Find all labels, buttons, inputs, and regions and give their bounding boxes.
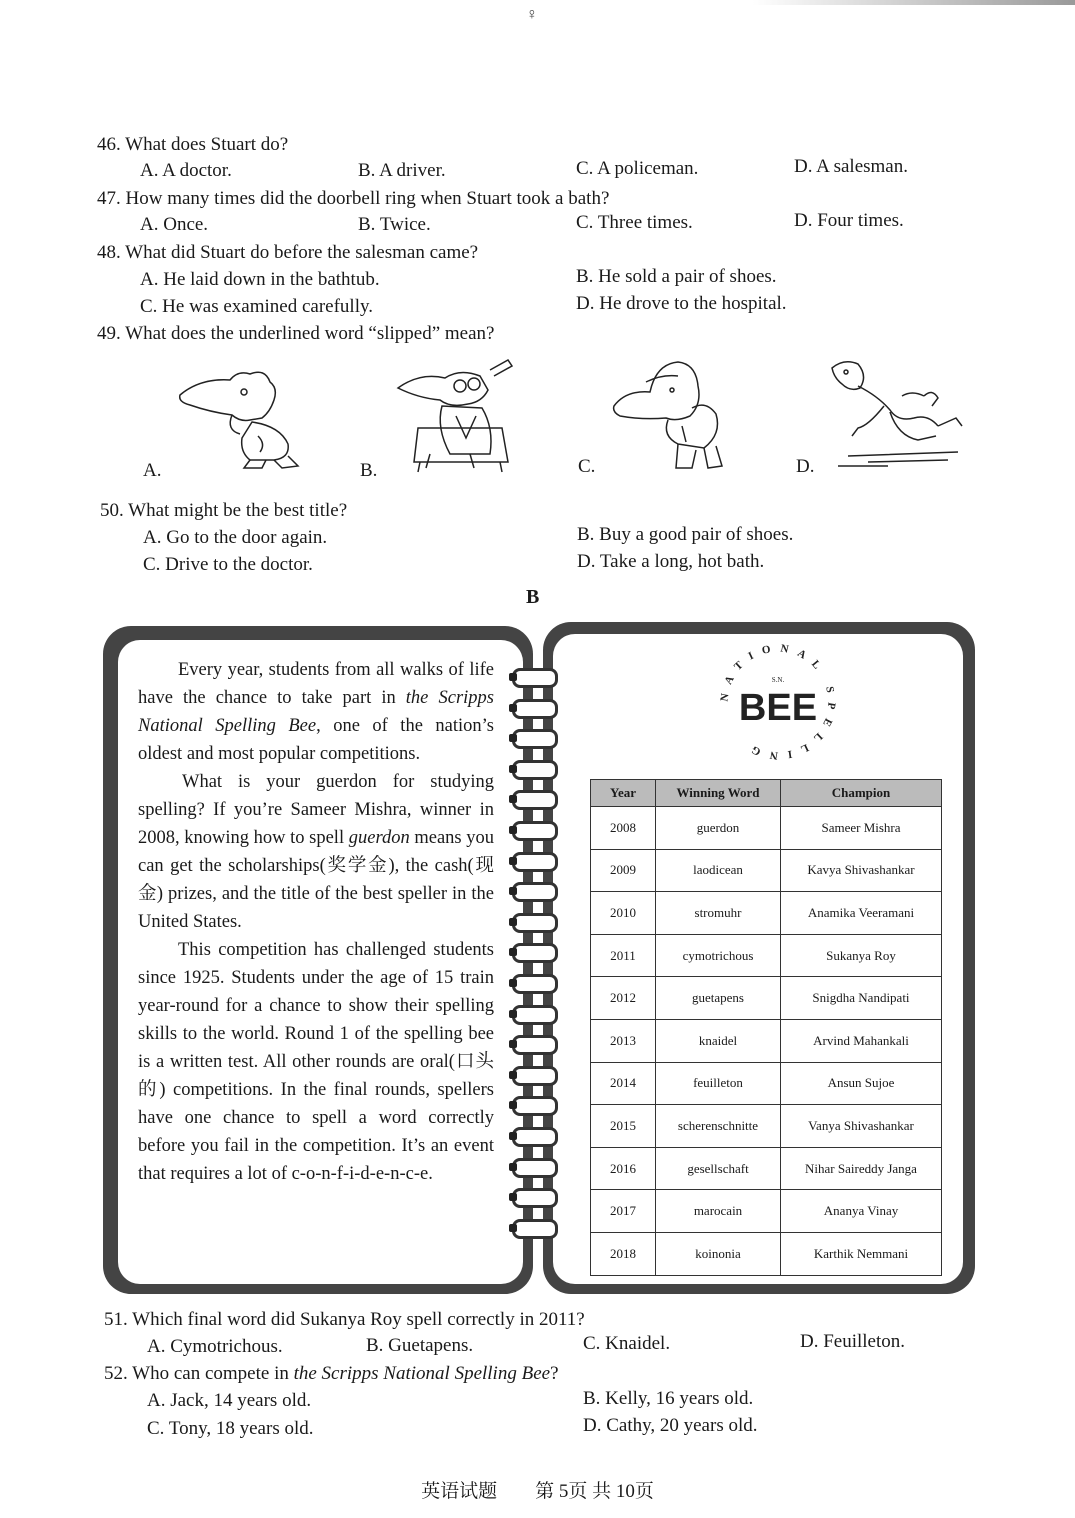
table-cell-champion: Sameer Mishra bbox=[781, 807, 942, 850]
cartoon-a-man-crouching bbox=[170, 360, 310, 472]
q49-option-b: B. bbox=[360, 460, 378, 481]
passage-p2-part: means you can get the scholarships(奖学金), the cash(现金) prizes, and the title of the best speller in the United States. bbox=[138, 828, 494, 932]
q48-option-b: B. He sold a pair of shoes. bbox=[576, 266, 777, 287]
table-cell-champion: Arvind Mahankali bbox=[781, 1019, 942, 1062]
question-49: 49. What does the underlined word “slipped” mean? bbox=[97, 323, 495, 344]
table-cell-champion: Snigdha Nandipati bbox=[781, 977, 942, 1020]
binding-mark: ♀ bbox=[526, 6, 538, 23]
logo-ring-text: NATIONAL SPELLING bbox=[718, 642, 838, 762]
q51-option-d: D. Feuilleton. bbox=[800, 1331, 906, 1352]
q48-option-c: C. He was examined carefully. bbox=[140, 296, 374, 317]
table-cell-year: 2008 bbox=[591, 807, 656, 850]
table-row bbox=[591, 1147, 942, 1190]
table-cell-year: 2009 bbox=[591, 849, 656, 892]
passage-paragraph-3: This competition has challenged students since 1925. Students under the age of 15 train year-round for a chance to show their spelling skills to the world. Round 1 of the spelling bee is a written test. All other rounds are oral(口头的) competitions. In the final rounds, spellers have one chance to spell a word correctly before you fail in the competition. It’s an event that requires a lot of c-o-n-f-i-d-e-n-c-e. bbox=[138, 940, 494, 1184]
question-48: 48. What did Stuart do before the salesman came? bbox=[97, 242, 479, 263]
table-cell-word: guerdon bbox=[656, 807, 781, 850]
table-row bbox=[591, 1190, 942, 1233]
table-cell-year: 2012 bbox=[591, 977, 656, 1020]
table-header-year: Year bbox=[591, 780, 656, 807]
q47-option-c: C. Three times. bbox=[576, 212, 693, 233]
q50-option-c: C. Drive to the doctor. bbox=[143, 554, 313, 575]
spiral-ring bbox=[512, 760, 558, 780]
table-row bbox=[591, 1232, 942, 1275]
passage-word-guerdon: guerdon bbox=[348, 828, 410, 848]
cartoon-b-man-in-chair bbox=[390, 358, 520, 474]
q52-option-c: C. Tony, 18 years old. bbox=[147, 1418, 314, 1439]
q48-option-d: D. He drove to the hospital. bbox=[576, 293, 787, 314]
q51-option-b: B. Guetapens. bbox=[366, 1335, 474, 1356]
q49-option-a: A. bbox=[143, 460, 162, 481]
spiral-ring bbox=[512, 790, 558, 810]
spiral-ring bbox=[512, 1066, 558, 1086]
q46-option-b: B. A driver. bbox=[358, 160, 446, 181]
q46-option-d: D. A salesman. bbox=[794, 156, 908, 177]
q52-title: the Scripps National Spelling Bee bbox=[293, 1363, 551, 1384]
table-cell-word: gesellschaft bbox=[656, 1147, 781, 1190]
spiral-ring bbox=[512, 1005, 558, 1025]
question-50: 50. What might be the best title? bbox=[100, 500, 348, 521]
page-footer: 英语试题 第 5页 共 10页 bbox=[421, 1481, 654, 1502]
spiral-ring bbox=[512, 1127, 558, 1147]
spelling-bee-logo bbox=[708, 640, 848, 765]
table-header-row bbox=[591, 780, 942, 807]
table-header-champion: Champion bbox=[781, 780, 942, 807]
table-cell-year: 2016 bbox=[591, 1147, 656, 1190]
table-row bbox=[591, 849, 942, 892]
spiral-ring bbox=[512, 1219, 558, 1239]
table-cell-year: 2017 bbox=[591, 1190, 656, 1233]
q52-option-b: B. Kelly, 16 years old. bbox=[583, 1388, 754, 1409]
table-cell-word: marocain bbox=[656, 1190, 781, 1233]
table-header-word: Winning Word bbox=[656, 780, 781, 807]
table-cell-champion: Anamika Veeramani bbox=[781, 892, 942, 935]
passage-paragraph-1 bbox=[138, 656, 494, 768]
table-cell-year: 2018 bbox=[591, 1232, 656, 1275]
table-cell-word: koinonia bbox=[656, 1232, 781, 1275]
q50-option-a: A. Go to the door again. bbox=[143, 527, 328, 548]
question-52 bbox=[104, 1363, 559, 1385]
scan-top-edge bbox=[0, 0, 1075, 5]
table-cell-champion: Karthik Nemmani bbox=[781, 1232, 942, 1275]
spiral-ring bbox=[512, 974, 558, 994]
logo-small-text: S.N. bbox=[771, 676, 785, 684]
q46-option-c: C. A policeman. bbox=[576, 158, 699, 179]
spiral-ring bbox=[512, 852, 558, 872]
spiral-ring bbox=[512, 882, 558, 902]
question-46: 46. What does Stuart do? bbox=[97, 134, 289, 155]
champions-table bbox=[590, 779, 942, 1276]
table-cell-year: 2011 bbox=[591, 934, 656, 977]
passage-competition-title: the Scripps National Spelling Bee bbox=[138, 688, 494, 736]
spiral-ring bbox=[512, 668, 558, 688]
passage-paragraph-2 bbox=[138, 768, 494, 936]
table-cell-year: 2015 bbox=[591, 1105, 656, 1148]
spiral-ring bbox=[512, 699, 558, 719]
cartoon-c-man-standing bbox=[606, 356, 736, 472]
table-cell-champion: Nihar Saireddy Janga bbox=[781, 1147, 942, 1190]
table-cell-word: feuilleton bbox=[656, 1062, 781, 1105]
table-cell-year: 2013 bbox=[591, 1019, 656, 1062]
table-cell-champion: Ansun Sujoe bbox=[781, 1062, 942, 1105]
spiral-ring bbox=[512, 943, 558, 963]
q46-option-a: A. A doctor. bbox=[140, 160, 232, 181]
q52-option-d: D. Cathy, 20 years old. bbox=[583, 1415, 758, 1436]
passage-p2-part: What is your guerdon for studying spelling? If you’re Sameer Mishra, winner in 2008, knowing how to spell bbox=[138, 772, 494, 848]
q47-option-d: D. Four times. bbox=[794, 210, 904, 231]
q49-option-c: C. bbox=[578, 456, 596, 477]
q50-option-d: D. Take a long, hot bath. bbox=[577, 551, 765, 572]
table-cell-champion: Ananya Vinay bbox=[781, 1190, 942, 1233]
table-cell-word: cymotrichous bbox=[656, 934, 781, 977]
passage-text bbox=[138, 656, 494, 1188]
table-row bbox=[591, 807, 942, 850]
table-row bbox=[591, 1062, 942, 1105]
cartoon-d-man-slipping bbox=[828, 356, 968, 472]
table-cell-word: laodicean bbox=[656, 849, 781, 892]
q50-option-b: B. Buy a good pair of shoes. bbox=[577, 524, 794, 545]
q52-text: 52. Who can compete in bbox=[104, 1363, 294, 1384]
table-row bbox=[591, 1105, 942, 1148]
q49-option-d: D. bbox=[796, 456, 815, 477]
q52-option-a: A. Jack, 14 years old. bbox=[147, 1390, 312, 1411]
question-51: 51. Which final word did Sukanya Roy spell correctly in 2011? bbox=[104, 1309, 585, 1330]
table-cell-word: stromuhr bbox=[656, 892, 781, 935]
spiral-ring bbox=[512, 821, 558, 841]
table-row bbox=[591, 977, 942, 1020]
spiral-ring bbox=[512, 1188, 558, 1208]
section-label: B bbox=[526, 586, 540, 608]
q48-option-a: A. He laid down in the bathtub. bbox=[140, 269, 380, 290]
table-cell-champion: Vanya Shivashankar bbox=[781, 1105, 942, 1148]
spiral-ring bbox=[512, 913, 558, 933]
q47-option-b: B. Twice. bbox=[358, 214, 431, 235]
table-row bbox=[591, 1019, 942, 1062]
spiral-ring bbox=[512, 1096, 558, 1116]
q51-option-c: C. Knaidel. bbox=[583, 1333, 671, 1354]
spiral-ring bbox=[512, 729, 558, 749]
passage-p1-part: , one of the nation’s oldest and most popular competitions. bbox=[138, 716, 494, 764]
passage-p1-part: Every year, students from all walks of life have the chance to take part in bbox=[138, 660, 494, 708]
logo-bee-text: BEE bbox=[738, 687, 818, 729]
table-row bbox=[591, 934, 942, 977]
question-47: 47. How many times did the doorbell ring when Stuart took a bath? bbox=[97, 188, 610, 209]
table-cell-word: guetapens bbox=[656, 977, 781, 1020]
q51-option-a: A. Cymotrichous. bbox=[147, 1336, 283, 1357]
table-cell-year: 2010 bbox=[591, 892, 656, 935]
spiral-ring bbox=[512, 1158, 558, 1178]
table-cell-word: scherenschnitte bbox=[656, 1105, 781, 1148]
table-cell-champion: Sukanya Roy bbox=[781, 934, 942, 977]
table-cell-year: 2014 bbox=[591, 1062, 656, 1105]
table-row bbox=[591, 892, 942, 935]
q47-option-a: A. Once. bbox=[140, 214, 209, 235]
q52-text-end: ? bbox=[550, 1363, 559, 1384]
table-cell-champion: Kavya Shivashankar bbox=[781, 849, 942, 892]
spiral-ring bbox=[512, 1035, 558, 1055]
table-cell-word: knaidel bbox=[656, 1019, 781, 1062]
